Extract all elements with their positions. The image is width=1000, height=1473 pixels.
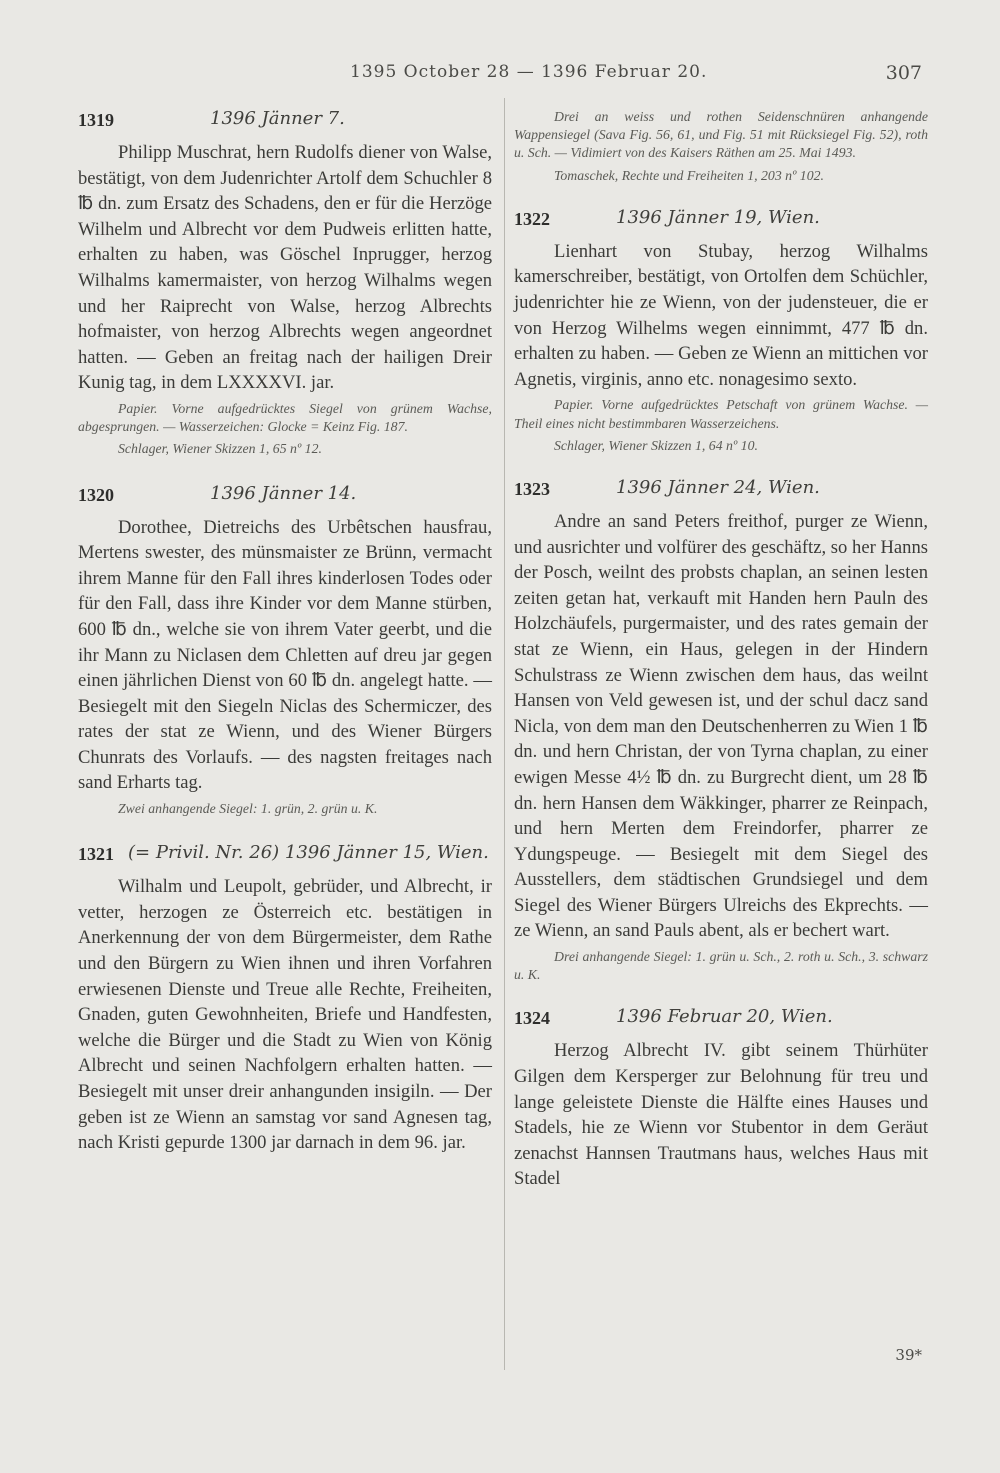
entry-date: 1396 Jänner 24, Wien.: [616, 476, 820, 498]
entry-text-content: Wilhalm und Leupolt, gebrüder, und Albrecht, ir vetter, herzogen ze Österreich etc. bestätigen in Anerkennung der von dem Bürgermeister, dem Rathe und den Bürgern zu Wien ihnen und ihren Vorfahren erwiesenen Dienste und Treue alle Rechte, Freiheiten, Gnaden, guten Gewohnheiten, Briefe und Handfesten, welche die Bürger und die Stadt zu Wien von König Albrecht und seinen Nachfolgern erhalten hatten. — Besiegelt mit unser dreir anhangunden insigiln. — Der geben ist ze Wienn an samstag vor sand Agnesen tag, nach Kristi gepurde 1300 jar darnach in dem 96. jar.: [78, 876, 492, 1154]
entry-note: Drei anhangende Siegel: 1. grün u. Sch., 2. roth u. Sch., 3. schwarz u. K.: [514, 949, 928, 983]
entry-heading: [78, 108, 492, 140]
entry-number: 1321: [78, 844, 114, 865]
entry-note: Papier. Vorne aufgedrücktes Siegel von grünem Wachse, abgesprungen. — Wasserzeichen: Glocke = Keinz Fig. 187.: [78, 400, 492, 435]
entry-text-content: Philipp Muschrat, hern Rudolfs diener von Walse, bestätigt, von dem Judenrichter Artolf dem Schuchler 8 ℔ dn. zum Ersatz des Schadens, den er für die Herzöge Wilhelm und Albrecht vor dem Pudweis erlitten hatte, erhalten zu haben, was Göschel Inprugger, herzog Wilhalms kamermaister, von herzog Wilhalms wegen und her Raiprecht von Walse, herzog Albrechts hofmaister, von herzog Albrechts wegen angeordnet hatten. — Geben an freitag nach der hailigen Dreir Kunig tag, in dem LXXXXVI. jar.: [78, 142, 492, 394]
entry-note: Drei an weiss und rothen Seidenschnüren anhangende Wappensiegel (Sava Fig. 56, 61, und Fig. 51 mit Rücksiegel Fig. 52), roth u. Sch. — Vidimiert von des Kaisers Räthen am 25. Mai 1493.: [514, 109, 928, 161]
entry-note: Papier. Vorne aufgedrücktes Petschaft von grünem Wachse. — Theil eines nicht bestimmbaren Wasserzeichens.: [514, 397, 928, 431]
entry-1320: [78, 483, 492, 819]
entry-number: 1322: [514, 208, 550, 229]
entry-text-content: Dorothee, Dietreichs des Urbêtschen hausfrau, Mertens swester, des münsmaister ze Brünn, vermacht ihrem Manne für den Fall ihres kinderlosen Todes oder für den Fall, dass ihre Kinder vor dem Manne stürben, 600 ℔ dn., welche sie von ihrem Vater geerbt, und die ihr Mann zu Niclasen dem Chletten auf dreu jar gegen einen jährlichen Dienst von 60 ℔ dn. angelegt hatte. — Besiegelt mit den Siegeln Niclas des Schermiczer, des rates der stat ze Wienn, und des Wiener Bürgers Chunrats des Vorlaufs. — des nagsten freitages nach sand Erharts tag.: [78, 516, 492, 794]
entry-heading: [514, 207, 928, 239]
entry-heading: [514, 1006, 928, 1038]
entry-heading: [78, 483, 492, 515]
entry-number: 1324: [514, 1008, 550, 1029]
entry-heading: [514, 477, 928, 509]
right-column: [514, 108, 928, 1192]
entry-text-content: Lienhart von Stubay, herzog Wilhalms kamerschreiber, bestätigt, von Ortolfen dem Schüchler, judenrichter hie ze Wienn, von der judensteuer, die er von Herzog Wilhelms wegen einnimmt, 477 ℔ dn. erhalten zu haben. — Geben ze Wienn an mittichen vor Agnetis, virginis, anno etc. nonagesimo sexto.: [514, 240, 928, 390]
signature-mark: 39*: [895, 1346, 922, 1364]
entry-text: [78, 140, 492, 396]
entry-source: Schlager, Wiener Skizzen 1, 64 nº 10.: [554, 437, 758, 453]
entry-text-content: Andre an sand Peters freithof, purger ze Wienn, und ausrichter und volfürer des geschäftz, so her Hanns der Posch, weilnt des probsts chaplan, an seinen lesten zeiten getan hat, verkauft mit Handen hern Pauln des Holzchäufels, purgermaister, und des rates gemain der stat ze Wienn, ein Haus, gelegen in der Hindern Schulstrass ze Wienn zwischen dem haus, das weilnt Hansen von Veld gewesen ist, und der schul dacz sand Nicla, von dem man den Deutschenherren zu Wien 1 ℔ dn. und hern Christan, der von Tyrna chaplan, zu einer ewigen Messe 4½ ℔ dn. zu Burgrecht dient, um 28 ℔ dn. hern Hansen dem Wäkkinger, pharrer ze Reinpach, und hern Merten dem Freindorfer, pharrer ze Ydungspeuge. — Besiegelt mit dem Siegel des Ausstellers, dem städtischen Grundsiegel und dem Siegel des Wiener Bürgers Ulreichs des Ekprechts. — ze Wienn, an sand Pauls abent, als er bechert wart.: [514, 510, 928, 942]
entry-date: 1396 Jänner 19, Wien.: [616, 206, 820, 228]
column-divider: [504, 98, 505, 1370]
entry-text: [78, 874, 492, 1156]
entry-date: (= Privil. Nr. 26) 1396 Jänner 15, Wien.: [128, 842, 489, 864]
entry-text: [78, 515, 492, 797]
entry-1323: [514, 477, 928, 985]
entry-source: Tomaschek, Rechte und Freiheiten 1, 203 nº 102.: [554, 167, 824, 183]
entry-date: 1396 Februar 20, Wien.: [616, 1006, 833, 1028]
entry-1321: [78, 842, 492, 1156]
entry-number: 1323: [514, 478, 550, 499]
entry-1321-continued: [514, 108, 928, 185]
entry-1324: [514, 1006, 928, 1192]
entry-note: Zwei anhangende Siegel: 1. grün, 2. grün u. K.: [118, 801, 378, 817]
entry-text-content: Herzog Albrecht IV. gibt seinem Thürhüter Gilgen dem Kersperger zur Belohnung für treu und lange geleistete Dienste die Hälfte eines Hauses und Stadels, hie ze Wienn vor Stubentor in dem Geräut zenachst Hannsen Trautmans haus, welches Haus mit Stadel: [514, 1040, 928, 1190]
running-title: 1395 October 28 — 1396 Februar 20.: [350, 62, 708, 82]
entry-text: [514, 239, 928, 393]
entry-date: 1396 Jänner 14.: [210, 482, 357, 504]
entry-number: 1320: [78, 484, 114, 505]
page-number: 307: [885, 62, 922, 84]
entry-text: [514, 509, 928, 944]
entry-number: 1319: [78, 110, 114, 130]
entry-source: Schlager, Wiener Skizzen 1, 65 nº 12.: [118, 441, 322, 457]
entry-date: 1396 Jänner 7.: [210, 108, 345, 129]
entry-text: [514, 1038, 928, 1192]
left-column: [78, 108, 492, 1156]
entry-1319: [78, 108, 492, 459]
page-header: [0, 62, 1000, 92]
entry-heading: [78, 842, 492, 874]
entry-1322: [514, 207, 928, 455]
